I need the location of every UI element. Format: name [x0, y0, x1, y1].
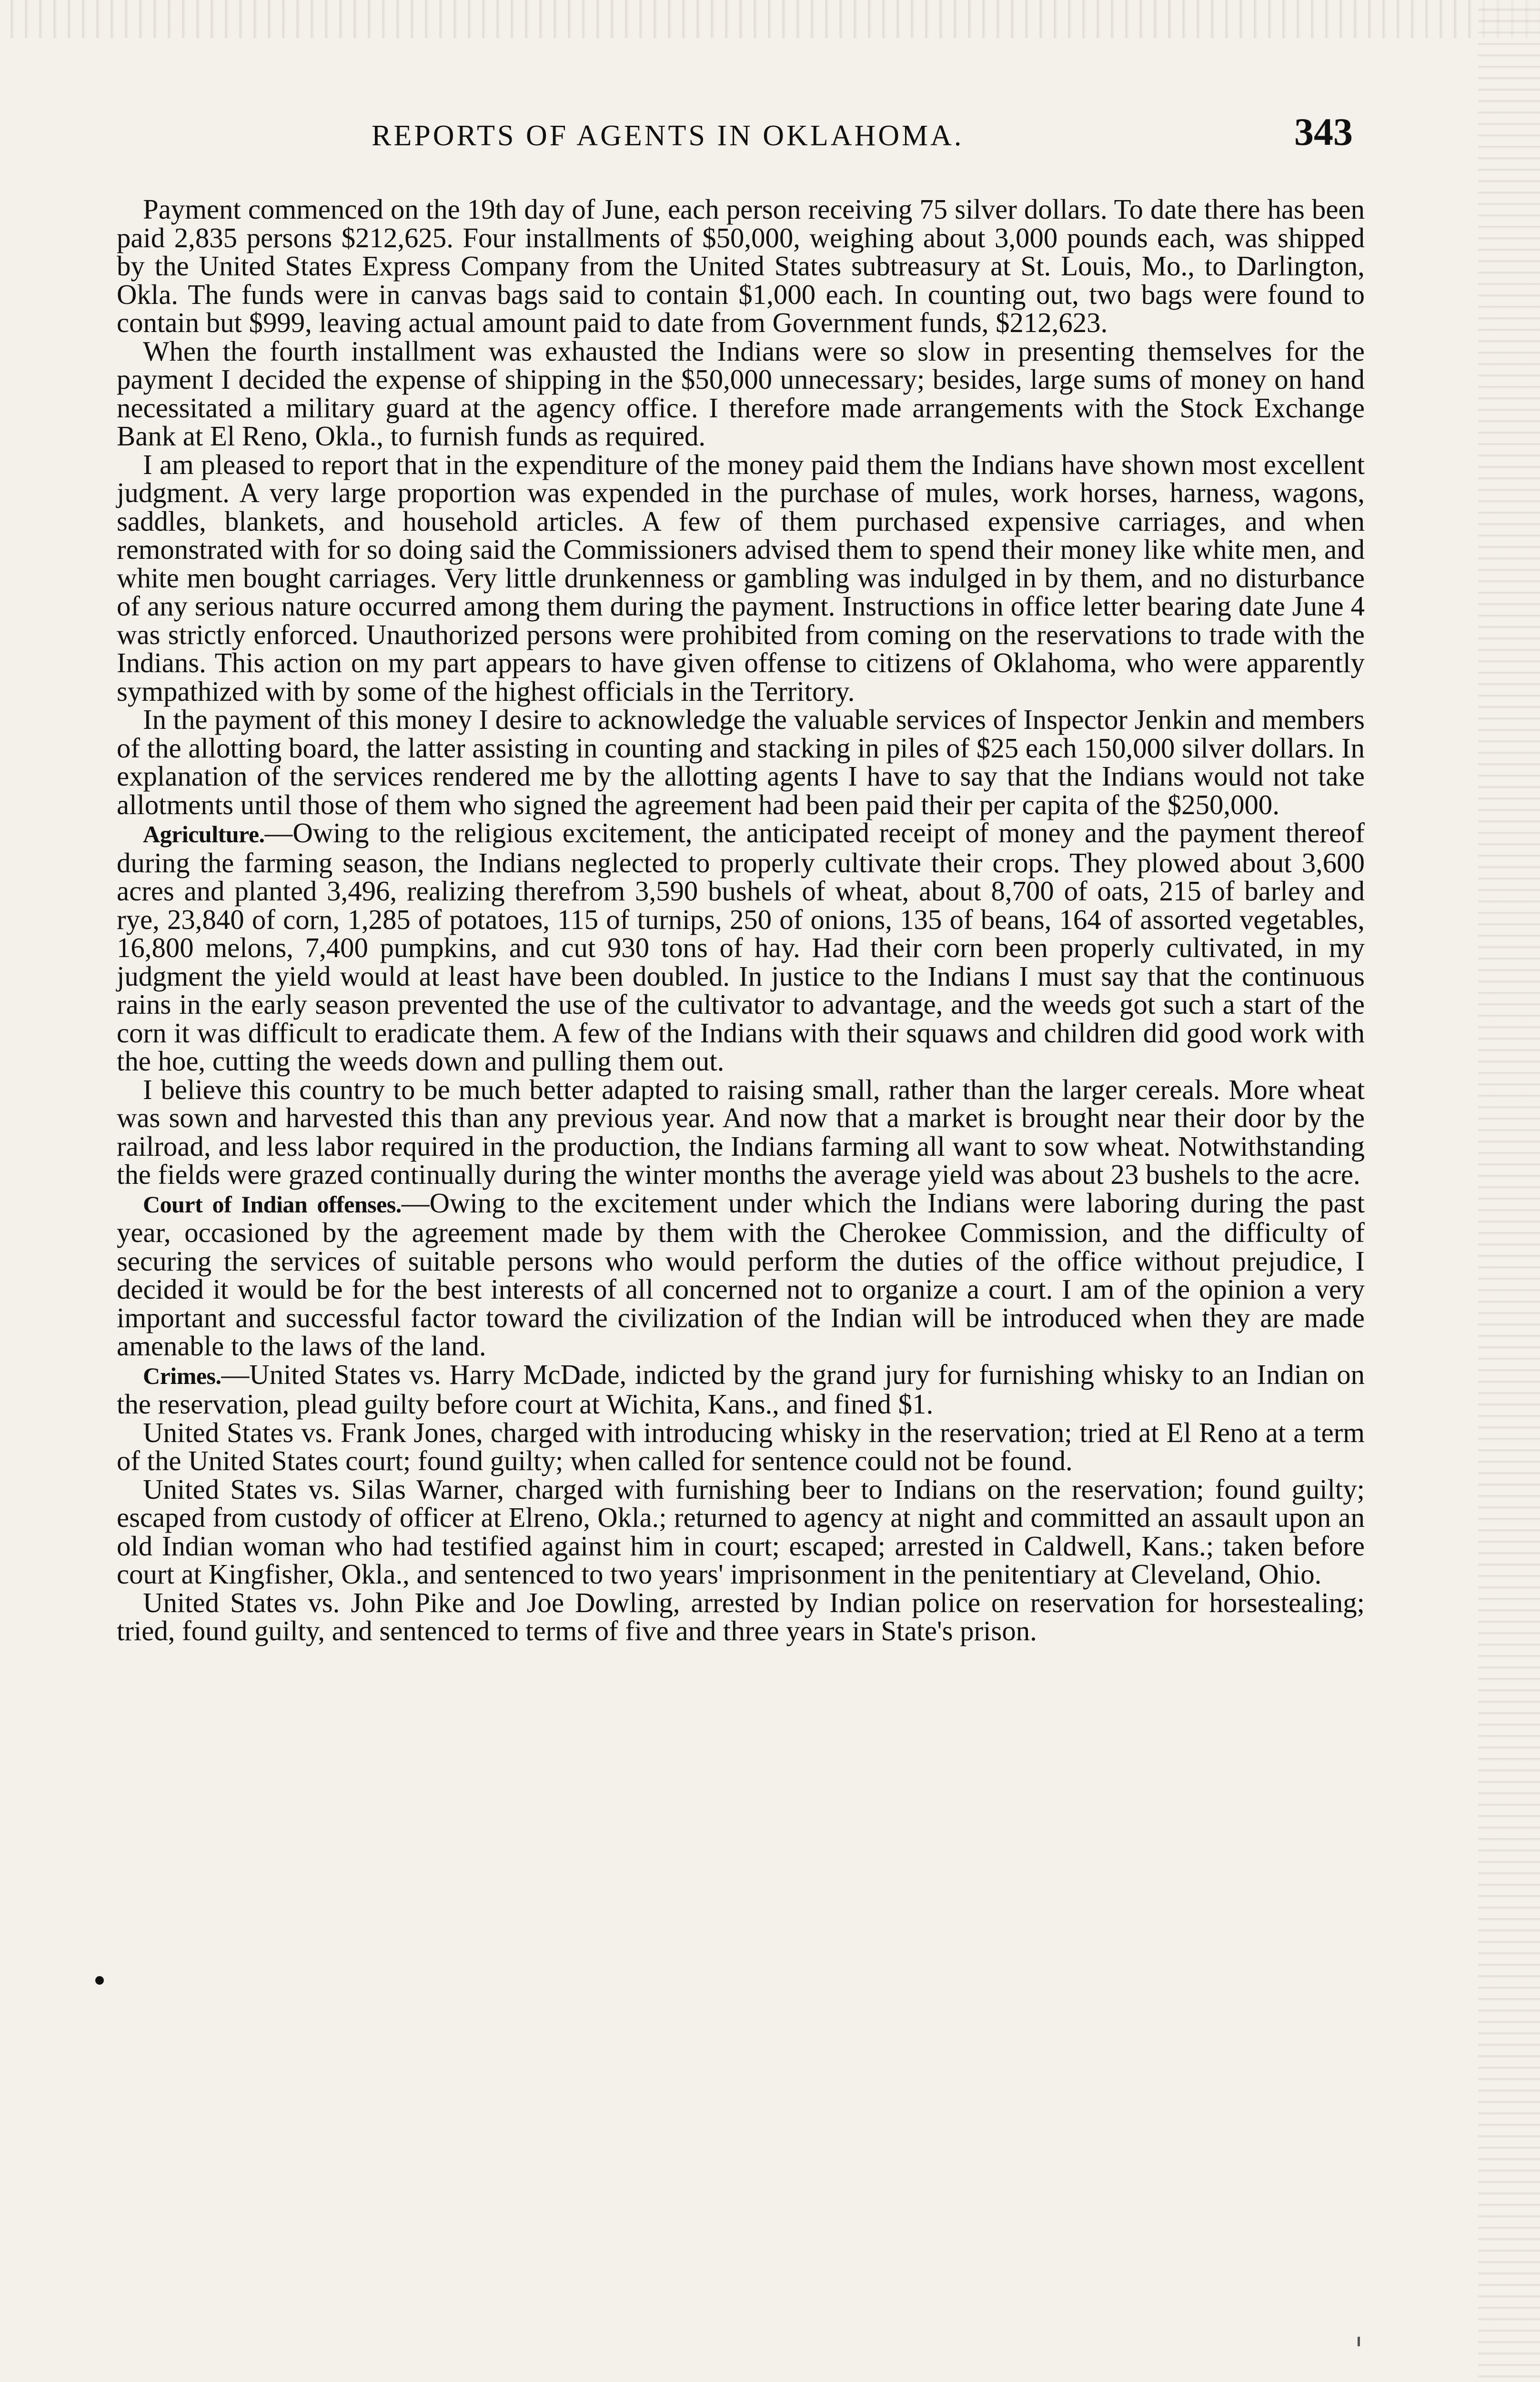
- paragraph-text: Payment commenced on the 19th day of June, each person receiving 75 silver dollars. To date there has been paid 2,835 persons $212,625. Four installments of $50,000, weighing about 3,000 pounds each, was shipped by the United States Express Company from the United States subtreasury at St. Louis, Mo., to Darlington, Okla. The funds were in canvas bags said to contain $1,000 each. In counting out, two bags were found to contain but $999, leaving actual amount paid to date from Government funds, $212,623.: [117, 194, 1365, 338]
- page-top-edge: [0, 0, 1540, 38]
- paragraph-pike-dowling: [117, 1589, 1365, 1645]
- report-body: [117, 195, 1365, 1645]
- paragraph-payment: [117, 195, 1365, 337]
- paragraph-frank-jones: [117, 1419, 1365, 1475]
- paragraph-text: —United States vs. Harry McDade, indicted by the grand jury for furnishing whisky to an Indian on the reservation, plead guilty before court at Wichita, Kans., and fined $1.: [117, 1359, 1365, 1420]
- paragraph-court: [117, 1189, 1365, 1361]
- section-heading-court: Court of Indian offenses.: [143, 1191, 402, 1218]
- paragraph-agriculture: [117, 819, 1365, 1076]
- paragraph-fourth-installment: [117, 337, 1365, 451]
- paragraph-text: I am pleased to report that in the expenditure of the money paid them the Indians have shown most excellent judgment. A very large proportion was expended in the purchase of mules, work horses, harness, wagons, saddles, blankets, and household articles. A few of them purchased expensive carriages, and when remonstrated with for so doing said the Commissioners advised them to spend their money like white men, and white men bought carriages. Very little drunkenness or gambling was indulged in by them, and no disturbance of any serious nature occurred among them during the payment. Instructions in office letter bearing date June 4 was strictly enforced. Unauthorized persons were prohibited from coming on the reservations to trade with the Indians. This action on my part appears to have given offense to citizens of Oklahoma, who were apparently sympathized with by some of the highest officials in the Territory.: [117, 449, 1365, 707]
- section-heading-agriculture: Agriculture.: [143, 821, 265, 848]
- paragraph-text: United States vs. Silas Warner, charged with furnishing beer to Indians on the reservation; found guilty; escaped from custody of officer at Elreno, Okla.; returned to agency at night and committed an assault upon an old Indian woman who had testified against him in court; escaped; arrested in Caldwell, Kans.; taken before court at Kingfisher, Okla., and sentenced to two years' imprisonment in the penitentiary at Cleveland, Ohio.: [117, 1474, 1365, 1590]
- paragraph-text: I believe this country to be much better adapted to raising small, rather than the larger cereals. More wheat was sown and harvested this than any previous year. And now that a market is brought near their door by the railroad, and less labor required in the production, the Indians farming all want to sow wheat. Notwithstanding the fields were grazed continually during the winter months the average yield was about 23 bushels to the acre.: [117, 1074, 1365, 1190]
- section-heading-crimes: Crimes.: [143, 1362, 221, 1389]
- paragraph-acknowledgement: [117, 706, 1365, 819]
- paragraph-text: —Owing to the religious excitement, the anticipated receipt of money and the payment thereof during the farming season, the Indians neglected to properly cultivate their crops. They plowed about 3,600 acres and planted 3,496, realizing therefrom 3,590 bushels of wheat, about 8,700 of oats, 215 of barley and rye, 23,840 of corn, 1,285 of potatoes, 115 of turnips, 250 of onions, 135 of beans, 164 of assorted vegetables, 16,800 melons, 7,400 pumpkins, and cut 930 tons of hay. Had their corn been properly cultivated, in my judgment the yield would at least have been doubled. In justice to the Indians I must say that the continuous rains in the early season prevented the use of the cultivator to advantage, and the weeds got such a start of the corn it was difficult to eradicate them. A few of the Indians with their squaws and children did good work with the hoe, cutting the weeds down and pulling them out.: [117, 818, 1365, 1077]
- paragraph-expenditure: [117, 451, 1365, 706]
- paragraph-text: United States vs. John Pike and Joe Dowling, arrested by Indian police on reservation for horsestealing; tried, found guilty, and sentenced to terms of five and three years in State's prison.: [117, 1587, 1365, 1646]
- page-header: [114, 110, 1353, 157]
- running-head: REPORTS OF AGENTS IN OKLAHOMA.: [372, 120, 964, 152]
- page-number: 343: [1294, 110, 1353, 153]
- paragraph-text: —Owing to the excitement under which the Indians were laboring during the past year, occasioned by the agreement made by them with the Cherokee Commission, and the difficulty of securing the services of suitable persons who would perform the duties of the office without prejudice, I decided it would be for the best interests of all concerned not to organize a court. I am of the opinion a very important and successful factor toward the civilization of the Indian will be introduced when they are made amenable to the laws of the land.: [117, 1187, 1365, 1362]
- paragraph-text: United States vs. Frank Jones, charged with introducing whisky in the reservation; tried at El Reno at a term of the United States court; found guilty; when called for sentence could not be found.: [117, 1417, 1365, 1476]
- page-right-edge: [1478, 0, 1540, 2382]
- margin-tick-mark: [1358, 2337, 1360, 2346]
- paragraph-crimes: [117, 1361, 1365, 1419]
- paragraph-cereals: [117, 1076, 1365, 1189]
- margin-dot-mark: [95, 1976, 104, 1985]
- paragraph-silas-warner: [117, 1475, 1365, 1589]
- paragraph-text: In the payment of this money I desire to acknowledge the valuable services of Inspector Jenkin and members of the allotting board, the latter assisting in counting and stacking in piles of $25 each 150,000 silver dollars. In explanation of the services rendered me by the allotting agents I have to say that the Indians would not take allotments until those of them who signed the agreement had been paid their per capita of the $250,000.: [117, 704, 1365, 820]
- paragraph-text: When the fourth installment was exhausted the Indians were so slow in presenting themselves for the payment I decided the expense of shipping in the $50,000 unnecessary; besides, large sums of money on hand necessitated a military guard at the agency office. I therefore made arrangements with the Stock Exchange Bank at El Reno, Okla., to furnish funds as required.: [117, 335, 1365, 452]
